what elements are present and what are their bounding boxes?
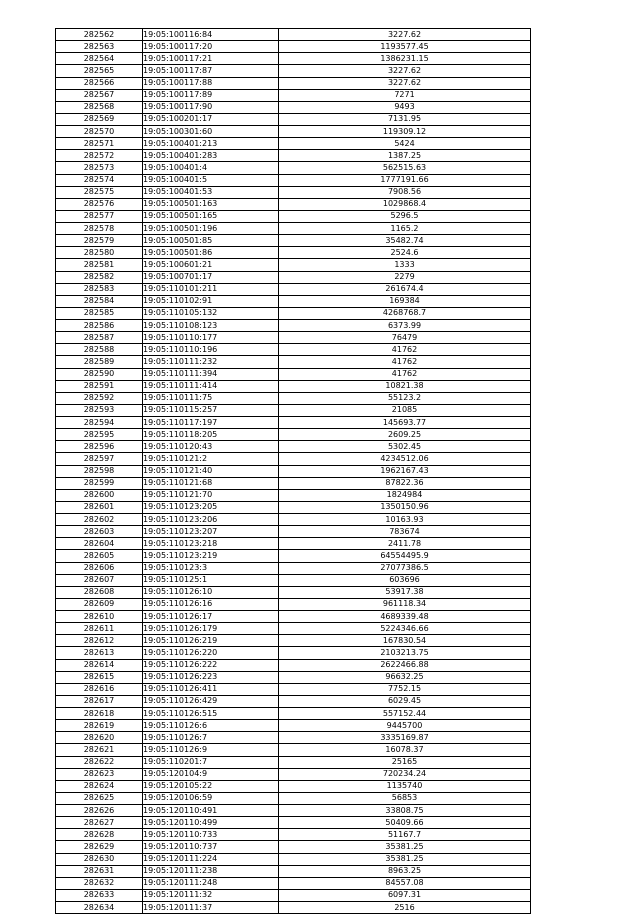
row-id-cell: 282627	[56, 817, 143, 829]
table-row	[56, 598, 531, 610]
row-id-cell: 282583	[56, 283, 143, 295]
row-amount-cell: 7752.15	[279, 683, 531, 695]
table-row	[56, 853, 531, 865]
table-row	[56, 210, 531, 222]
row-id-cell: 282590	[56, 368, 143, 380]
table-row	[56, 538, 531, 550]
table-row	[56, 829, 531, 841]
table-row	[56, 89, 531, 101]
row-id-cell: 282603	[56, 526, 143, 538]
row-amount-cell: 1135740	[279, 780, 531, 792]
table-row	[56, 29, 531, 41]
row-id-cell: 282577	[56, 210, 143, 222]
row-amount-cell: 1193577.45	[279, 41, 531, 53]
table-row	[56, 514, 531, 526]
row-id-cell: 282633	[56, 889, 143, 901]
row-time-cell: 19:05:100201:17	[143, 113, 279, 125]
table-row	[56, 671, 531, 683]
row-amount-cell: 167830.54	[279, 635, 531, 647]
row-time-cell: 19:05:120105:22	[143, 780, 279, 792]
row-amount-cell: 961118.34	[279, 598, 531, 610]
row-time-cell: 19:05:100117:90	[143, 101, 279, 113]
row-id-cell: 282565	[56, 65, 143, 77]
row-amount-cell: 145693.77	[279, 417, 531, 429]
row-id-cell: 282628	[56, 829, 143, 841]
table-row	[56, 526, 531, 538]
row-amount-cell: 7271	[279, 89, 531, 101]
table-row	[56, 708, 531, 720]
row-id-cell: 282578	[56, 223, 143, 235]
row-time-cell: 19:05:110108:123	[143, 320, 279, 332]
row-id-cell: 282572	[56, 150, 143, 162]
row-id-cell: 282619	[56, 720, 143, 732]
row-id-cell: 282592	[56, 392, 143, 404]
row-time-cell: 19:05:100501:85	[143, 235, 279, 247]
row-time-cell: 19:05:100501:165	[143, 210, 279, 222]
row-id-cell: 282600	[56, 489, 143, 501]
table-row	[56, 465, 531, 477]
row-amount-cell: 2524.6	[279, 247, 531, 259]
table-row	[56, 77, 531, 89]
row-amount-cell: 1029868.4	[279, 198, 531, 210]
row-id-cell: 282591	[56, 380, 143, 392]
row-id-cell: 282585	[56, 307, 143, 319]
table-row	[56, 380, 531, 392]
row-time-cell: 19:05:110111:232	[143, 356, 279, 368]
row-amount-cell: 21085	[279, 404, 531, 416]
row-time-cell: 19:05:100501:196	[143, 223, 279, 235]
row-amount-cell: 55123.2	[279, 392, 531, 404]
row-amount-cell: 1962167.43	[279, 465, 531, 477]
row-amount-cell: 76479	[279, 332, 531, 344]
row-time-cell: 19:05:110126:223	[143, 671, 279, 683]
row-time-cell: 19:05:110118:205	[143, 429, 279, 441]
row-amount-cell: 2609.25	[279, 429, 531, 441]
row-amount-cell: 25165	[279, 756, 531, 768]
table-row	[56, 780, 531, 792]
row-time-cell: 19:05:100117:89	[143, 89, 279, 101]
row-id-cell: 282574	[56, 174, 143, 186]
table-row	[56, 344, 531, 356]
row-amount-cell: 1777191.66	[279, 174, 531, 186]
table-row	[56, 307, 531, 319]
row-id-cell: 282576	[56, 198, 143, 210]
row-id-cell: 282629	[56, 841, 143, 853]
row-time-cell: 19:05:110126:6	[143, 720, 279, 732]
row-time-cell: 19:05:100401:213	[143, 138, 279, 150]
row-amount-cell: 7908.56	[279, 186, 531, 198]
row-id-cell: 282571	[56, 138, 143, 150]
row-time-cell: 19:05:110123:205	[143, 501, 279, 513]
table-row	[56, 501, 531, 513]
row-id-cell: 282569	[56, 113, 143, 125]
row-id-cell: 282589	[56, 356, 143, 368]
row-amount-cell: 3227.62	[279, 65, 531, 77]
row-time-cell: 19:05:110110:177	[143, 332, 279, 344]
row-time-cell: 19:05:110126:179	[143, 623, 279, 635]
table-row	[56, 647, 531, 659]
row-amount-cell: 7131.95	[279, 113, 531, 125]
table-row	[56, 295, 531, 307]
row-amount-cell: 261674.4	[279, 283, 531, 295]
row-id-cell: 282584	[56, 295, 143, 307]
row-amount-cell: 3335169.87	[279, 732, 531, 744]
row-time-cell: 19:05:110117:197	[143, 417, 279, 429]
table-row	[56, 150, 531, 162]
row-amount-cell: 16078.37	[279, 744, 531, 756]
row-id-cell: 282601	[56, 501, 143, 513]
row-time-cell: 19:05:110120:43	[143, 441, 279, 453]
row-id-cell: 282616	[56, 683, 143, 695]
row-time-cell: 19:05:120110:733	[143, 829, 279, 841]
row-id-cell: 282597	[56, 453, 143, 465]
row-id-cell: 282587	[56, 332, 143, 344]
row-amount-cell: 2279	[279, 271, 531, 283]
row-time-cell: 19:05:110115:257	[143, 404, 279, 416]
row-time-cell: 19:05:110123:218	[143, 538, 279, 550]
table-row	[56, 865, 531, 877]
row-id-cell: 282593	[56, 404, 143, 416]
table-row	[56, 477, 531, 489]
row-time-cell: 19:05:120111:238	[143, 865, 279, 877]
row-amount-cell: 27077386.5	[279, 562, 531, 574]
row-amount-cell: 5424	[279, 138, 531, 150]
row-id-cell: 282602	[56, 514, 143, 526]
row-id-cell: 282625	[56, 792, 143, 804]
row-time-cell: 19:05:110126:515	[143, 708, 279, 720]
row-id-cell: 282599	[56, 477, 143, 489]
row-amount-cell: 4234512.06	[279, 453, 531, 465]
row-id-cell: 282596	[56, 441, 143, 453]
table-row	[56, 695, 531, 707]
table-row	[56, 126, 531, 138]
row-id-cell: 282623	[56, 768, 143, 780]
table-row	[56, 453, 531, 465]
row-time-cell: 19:05:100401:4	[143, 162, 279, 174]
table-row	[56, 186, 531, 198]
table-row	[56, 113, 531, 125]
row-id-cell: 282588	[56, 344, 143, 356]
row-amount-cell: 64554495.9	[279, 550, 531, 562]
row-amount-cell: 35381.25	[279, 853, 531, 865]
table-row	[56, 562, 531, 574]
row-amount-cell: 84557.08	[279, 877, 531, 889]
table-row	[56, 332, 531, 344]
row-id-cell: 282570	[56, 126, 143, 138]
row-time-cell: 19:05:110123:219	[143, 550, 279, 562]
row-id-cell: 282581	[56, 259, 143, 271]
row-time-cell: 19:05:110111:414	[143, 380, 279, 392]
row-time-cell: 19:05:110126:429	[143, 695, 279, 707]
row-time-cell: 19:05:110123:3	[143, 562, 279, 574]
row-id-cell: 282566	[56, 77, 143, 89]
table-row	[56, 441, 531, 453]
row-amount-cell: 6373.99	[279, 320, 531, 332]
row-id-cell: 282605	[56, 550, 143, 562]
row-time-cell: 19:05:120111:37	[143, 902, 279, 914]
table-row	[56, 805, 531, 817]
row-time-cell: 19:05:110126:411	[143, 683, 279, 695]
row-amount-cell: 10821.38	[279, 380, 531, 392]
row-id-cell: 282624	[56, 780, 143, 792]
row-id-cell: 282634	[56, 902, 143, 914]
row-time-cell: 19:05:110101:211	[143, 283, 279, 295]
table-row	[56, 659, 531, 671]
table-row	[56, 611, 531, 623]
table-row	[56, 429, 531, 441]
row-amount-cell: 3227.62	[279, 29, 531, 41]
row-amount-cell: 6097.31	[279, 889, 531, 901]
row-time-cell: 19:05:110125:1	[143, 574, 279, 586]
table-row	[56, 902, 531, 914]
table-row	[56, 889, 531, 901]
row-time-cell: 19:05:110121:68	[143, 477, 279, 489]
row-amount-cell: 1386231.15	[279, 53, 531, 65]
row-id-cell: 282579	[56, 235, 143, 247]
row-time-cell: 19:05:110126:10	[143, 586, 279, 598]
row-id-cell: 282611	[56, 623, 143, 635]
table-row	[56, 174, 531, 186]
row-time-cell: 19:05:110110:196	[143, 344, 279, 356]
row-time-cell: 19:05:120110:499	[143, 817, 279, 829]
row-amount-cell: 119309.12	[279, 126, 531, 138]
row-time-cell: 19:05:100401:53	[143, 186, 279, 198]
row-amount-cell: 10163.93	[279, 514, 531, 526]
row-amount-cell: 4689339.48	[279, 611, 531, 623]
row-amount-cell: 5296.5	[279, 210, 531, 222]
row-id-cell: 282604	[56, 538, 143, 550]
row-id-cell: 282608	[56, 586, 143, 598]
row-time-cell: 19:05:110102:91	[143, 295, 279, 307]
row-id-cell: 282563	[56, 41, 143, 53]
row-amount-cell: 3227.62	[279, 77, 531, 89]
table-row	[56, 635, 531, 647]
row-time-cell: 19:05:100117:87	[143, 65, 279, 77]
row-amount-cell: 5224346.66	[279, 623, 531, 635]
row-amount-cell: 56853	[279, 792, 531, 804]
row-time-cell: 19:05:120106:59	[143, 792, 279, 804]
table-row	[56, 720, 531, 732]
table-row	[56, 817, 531, 829]
row-id-cell: 282620	[56, 732, 143, 744]
table-row	[56, 550, 531, 562]
row-id-cell: 282613	[56, 647, 143, 659]
row-amount-cell: 2622466.88	[279, 659, 531, 671]
row-amount-cell: 557152.44	[279, 708, 531, 720]
row-amount-cell: 35381.25	[279, 841, 531, 853]
row-time-cell: 19:05:100117:21	[143, 53, 279, 65]
row-amount-cell: 2411.78	[279, 538, 531, 550]
row-amount-cell: 96632.25	[279, 671, 531, 683]
table-row	[56, 53, 531, 65]
table-row	[56, 404, 531, 416]
table-row	[56, 744, 531, 756]
row-time-cell: 19:05:100117:88	[143, 77, 279, 89]
row-id-cell: 282582	[56, 271, 143, 283]
table-row	[56, 223, 531, 235]
row-amount-cell: 603696	[279, 574, 531, 586]
row-id-cell: 282630	[56, 853, 143, 865]
table-row	[56, 356, 531, 368]
row-amount-cell: 720234.24	[279, 768, 531, 780]
row-time-cell: 19:05:110126:9	[143, 744, 279, 756]
row-time-cell: 19:05:120111:32	[143, 889, 279, 901]
row-amount-cell: 1333	[279, 259, 531, 271]
table-row	[56, 489, 531, 501]
row-time-cell: 19:05:120111:248	[143, 877, 279, 889]
row-time-cell: 19:05:110111:394	[143, 368, 279, 380]
row-time-cell: 19:05:110126:16	[143, 598, 279, 610]
row-time-cell: 19:05:100401:5	[143, 174, 279, 186]
row-amount-cell: 53917.38	[279, 586, 531, 598]
row-amount-cell: 562515.63	[279, 162, 531, 174]
row-time-cell: 19:05:100701:17	[143, 271, 279, 283]
row-id-cell: 282615	[56, 671, 143, 683]
row-amount-cell: 35482.74	[279, 235, 531, 247]
records-table	[55, 28, 531, 914]
row-time-cell: 19:05:100301:60	[143, 126, 279, 138]
table-row	[56, 623, 531, 635]
row-time-cell: 19:05:110121:40	[143, 465, 279, 477]
table-row	[56, 392, 531, 404]
row-amount-cell: 41762	[279, 344, 531, 356]
row-time-cell: 19:05:110123:207	[143, 526, 279, 538]
row-id-cell: 282564	[56, 53, 143, 65]
table-row	[56, 574, 531, 586]
row-amount-cell: 9445700	[279, 720, 531, 732]
row-amount-cell: 2516	[279, 902, 531, 914]
table-row	[56, 198, 531, 210]
row-time-cell: 19:05:100501:163	[143, 198, 279, 210]
row-id-cell: 282621	[56, 744, 143, 756]
row-amount-cell: 51167.7	[279, 829, 531, 841]
row-amount-cell: 41762	[279, 368, 531, 380]
table-row	[56, 101, 531, 113]
row-time-cell: 19:05:110121:70	[143, 489, 279, 501]
row-amount-cell: 5302.45	[279, 441, 531, 453]
row-amount-cell: 1387.25	[279, 150, 531, 162]
table-row	[56, 65, 531, 77]
table-row	[56, 792, 531, 804]
table-row	[56, 683, 531, 695]
row-amount-cell: 41762	[279, 356, 531, 368]
row-time-cell: 19:05:110126:17	[143, 611, 279, 623]
row-id-cell: 282575	[56, 186, 143, 198]
table-row	[56, 235, 531, 247]
row-time-cell: 19:05:110111:75	[143, 392, 279, 404]
row-id-cell: 282617	[56, 695, 143, 707]
row-amount-cell: 169384	[279, 295, 531, 307]
row-time-cell: 19:05:100501:86	[143, 247, 279, 259]
row-time-cell: 19:05:110121:2	[143, 453, 279, 465]
row-time-cell: 19:05:120104:9	[143, 768, 279, 780]
row-id-cell: 282594	[56, 417, 143, 429]
row-time-cell: 19:05:110105:132	[143, 307, 279, 319]
row-amount-cell: 87822.36	[279, 477, 531, 489]
row-id-cell: 282568	[56, 101, 143, 113]
row-time-cell: 19:05:110126:222	[143, 659, 279, 671]
row-time-cell: 19:05:100401:283	[143, 150, 279, 162]
row-id-cell: 282632	[56, 877, 143, 889]
row-amount-cell: 9493	[279, 101, 531, 113]
table-row	[56, 259, 531, 271]
table-row	[56, 41, 531, 53]
row-amount-cell: 4268768.7	[279, 307, 531, 319]
row-id-cell: 282607	[56, 574, 143, 586]
row-amount-cell: 1350150.96	[279, 501, 531, 513]
row-id-cell: 282598	[56, 465, 143, 477]
table-row	[56, 768, 531, 780]
row-time-cell: 19:05:110126:7	[143, 732, 279, 744]
table-row	[56, 162, 531, 174]
row-id-cell: 282562	[56, 29, 143, 41]
table-row	[56, 877, 531, 889]
row-id-cell: 282622	[56, 756, 143, 768]
row-amount-cell: 33808.75	[279, 805, 531, 817]
row-time-cell: 19:05:110123:206	[143, 514, 279, 526]
row-id-cell: 282606	[56, 562, 143, 574]
row-time-cell: 19:05:120110:491	[143, 805, 279, 817]
row-id-cell: 282595	[56, 429, 143, 441]
row-amount-cell: 2103213.75	[279, 647, 531, 659]
row-id-cell: 282609	[56, 598, 143, 610]
row-time-cell: 19:05:120111:224	[143, 853, 279, 865]
row-id-cell: 282567	[56, 89, 143, 101]
row-id-cell: 282612	[56, 635, 143, 647]
row-amount-cell: 783674	[279, 526, 531, 538]
row-time-cell: 19:05:100116:84	[143, 29, 279, 41]
row-id-cell: 282586	[56, 320, 143, 332]
row-id-cell: 282573	[56, 162, 143, 174]
table-row	[56, 732, 531, 744]
row-id-cell: 282614	[56, 659, 143, 671]
row-time-cell: 19:05:110126:220	[143, 647, 279, 659]
row-id-cell: 282626	[56, 805, 143, 817]
row-time-cell: 19:05:100601:21	[143, 259, 279, 271]
table-row	[56, 417, 531, 429]
row-amount-cell: 1824984	[279, 489, 531, 501]
table-row	[56, 271, 531, 283]
table-row	[56, 320, 531, 332]
row-id-cell: 282610	[56, 611, 143, 623]
row-id-cell: 282580	[56, 247, 143, 259]
row-amount-cell: 8963.25	[279, 865, 531, 877]
table-row	[56, 247, 531, 259]
table-row	[56, 586, 531, 598]
table-body	[56, 29, 531, 914]
row-id-cell: 282631	[56, 865, 143, 877]
table-row	[56, 756, 531, 768]
row-amount-cell: 1165.2	[279, 223, 531, 235]
row-amount-cell: 6029.45	[279, 695, 531, 707]
row-time-cell: 19:05:110201:7	[143, 756, 279, 768]
row-amount-cell: 50409.66	[279, 817, 531, 829]
table-row	[56, 368, 531, 380]
row-time-cell: 19:05:120110:737	[143, 841, 279, 853]
row-time-cell: 19:05:110126:219	[143, 635, 279, 647]
table-row	[56, 138, 531, 150]
table-row	[56, 841, 531, 853]
row-id-cell: 282618	[56, 708, 143, 720]
row-time-cell: 19:05:100117:20	[143, 41, 279, 53]
table-row	[56, 283, 531, 295]
